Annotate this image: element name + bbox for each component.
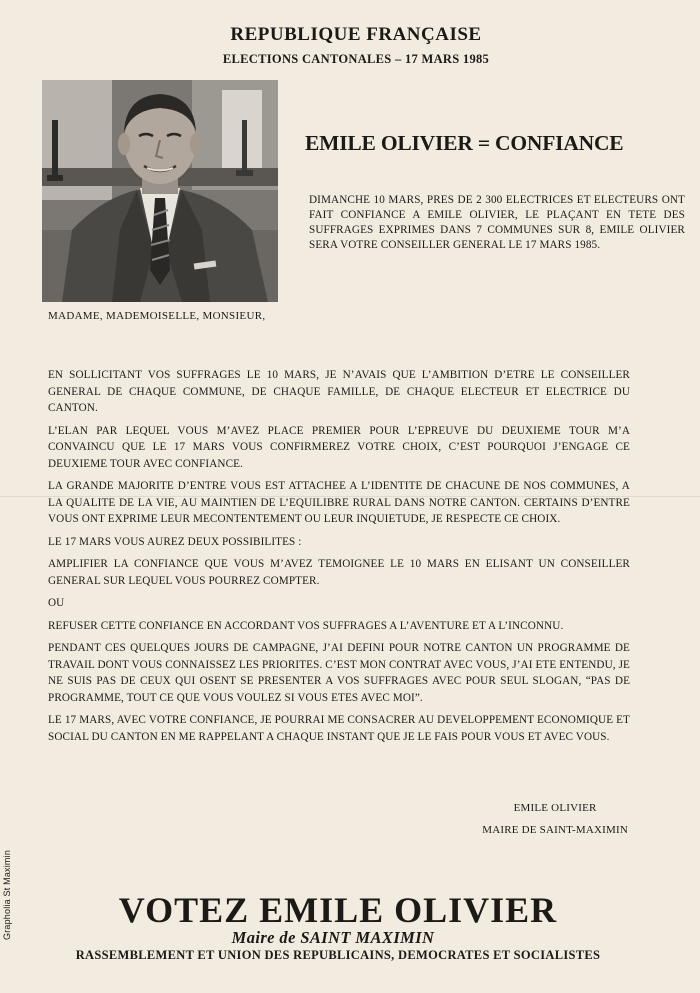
paragraph-7: REFUSER CETTE CONFIANCE EN ACCORDANT VOS SUFFRAGES A L’AVENTURE ET A L’INCONNU. [48, 619, 564, 632]
vote-slogan: VOTEZ EMILE OLIVIER [118, 890, 558, 930]
salutation: MADAME, MADEMOISELLE, MONSIEUR, [48, 310, 266, 322]
signature-name: EMILE OLIVIER [513, 802, 597, 814]
intro-paragraph: DIMANCHE 10 MARS, PRES DE 2 300 ELECTRICES ET ELECTEURS ONT FAIT CONFIANCE A EMILE OLIVIER, LE PLAÇANT EN TETE DES SUFFRAGES EXPRIMES DANS 7 COMMUNES SUR 8, EMILE OLIVIER SERA VOTRE CONSEILLER GENERAL LE 17 MARS 1985. [309, 194, 685, 251]
paragraph-1: EN SOLLICITANT VOS SUFFRAGES LE 10 MARS, JE N’AVAIS QUE L’AMBITION D’ETRE LE CONSEILLER GENERAL DE CHAQUE COMMUNE, DE CHAQUE FAMILLE, DE CHAQUE ELECTEUR ET ELECTRICE DU CANTON. [48, 369, 630, 414]
paragraph-2: L’ELAN PAR LEQUEL VOUS M’AVEZ PLACE PREMIER POUR L’EPREUVE DU DEUXIEME TOUR M’A CONVAINCU QUE LE 17 MARS VOUS CONFIRMEREZ VOTRE CHOIX, C’EST POURQUOI J’ENGAGE CE DEUXIEME TOUR AVEC CONFIANCE. [48, 424, 630, 470]
paragraph-4: LE 17 MARS VOUS AUREZ DEUX POSSIBILITES : [48, 535, 302, 548]
candidate-photo [42, 80, 278, 302]
headline: EMILE OLIVIER = CONFIANCE [305, 131, 624, 155]
paragraph-5: AMPLIFIER LA CONFIANCE QUE VOUS M’AVEZ TEMOIGNEE LE 10 MARS EN ELISANT UN CONSEILLER GENERAL SUR LEQUEL VOUS POURREZ COMPTER. [48, 558, 630, 587]
mayor-line: Maire de SAINT MAXIMIN [231, 928, 435, 947]
paragraph-8: PENDANT CES QUELQUES JOURS DE CAMPAGNE, J’AI DEFINI POUR NOTRE CANTON UN PROGRAMME DE TRAVAIL DONT VOUS CONNAISSEZ LES PRIORITES. C’EST MON CONTRAT AVEC VOUS, J’AI ETE ENTENDU, JE NE SUIS PAS DE CEUX QUI OSENT SE PRESENTER A VOS SUFFRAGES AVEC POUR SEUL SLOGAN, “PAS DE PROGRAMME, TOUT CE QUE VOUS VOULEZ SI VOUS ETES AVEC MOI”. [48, 642, 630, 704]
printer-credit: Grapholia St Maximin [2, 849, 12, 940]
letter-body [48, 367, 630, 751]
signature-role: MAIRE DE SAINT-MAXIMIN [482, 824, 628, 836]
paragraph-or: OU [48, 597, 65, 609]
header-subtitle: ELECTIONS CANTONALES – 17 MARS 1985 [222, 52, 490, 66]
party-name: RASSEMBLEMENT ET UNION DES REPUBLICAINS, DEMOCRATES ET SOCIALISTES [75, 948, 601, 962]
paragraph-3: LA GRANDE MAJORITE D’ENTRE VOUS EST ATTACHEE A L’IDENTITE DE CHACUNE DE NOS COMMUNES, A LA QUALITE DE LA VIE, AU MAINTIEN DE L’EQUILIBRE RURAL DANS NOTRE CANTON. CERTAINS D’ENTRE VOUS ONT EXPRIME LEUR MECONTENTEMENT OU LEUR INQUIETUDE, JE RESPECTE CE CHOIX. [48, 480, 630, 525]
header-title: REPUBLIQUE FRANÇAISE [230, 24, 482, 45]
paragraph-9: LE 17 MARS, AVEC VOTRE CONFIANCE, JE POURRAI ME CONSACRER AU DEVELOPPEMENT ECONOMIQUE ET SOCIAL DU CANTON EN ME RAPPELANT A CHAQUE INSTANT QUE JE LE FAIS POUR VOUS ET AVEC VOUS. [48, 714, 630, 743]
signature-block [482, 797, 628, 841]
